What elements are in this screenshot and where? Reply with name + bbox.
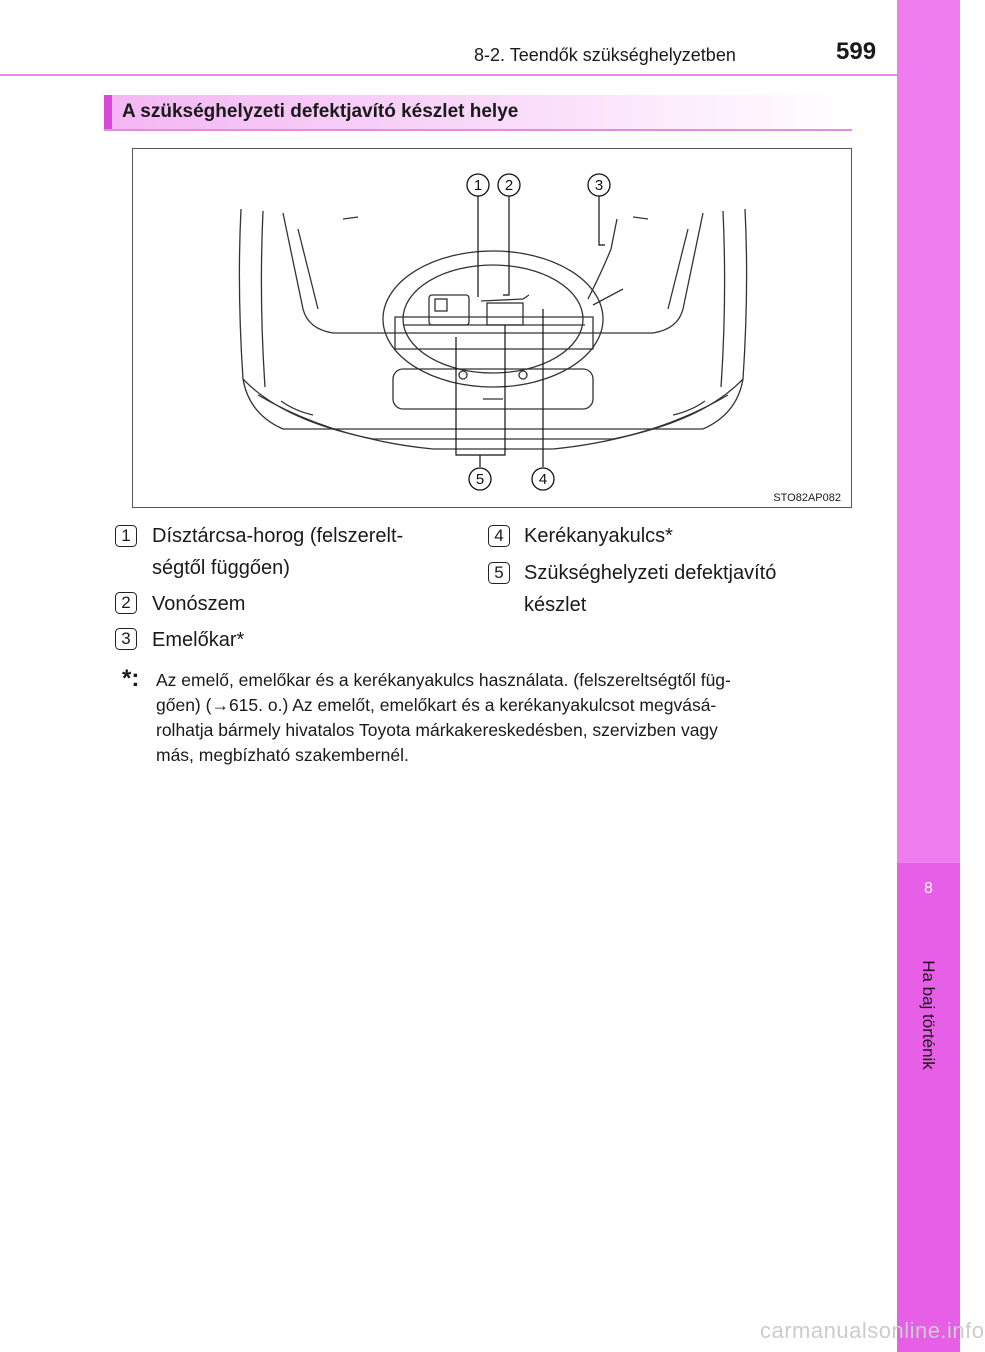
legend-item-1-line1: Dísztárcsa-horog (felszerelt- [152,525,404,547]
chapter-title: Ha baj történik [919,960,938,1070]
subheading-banner [104,95,852,131]
header-divider [0,74,897,76]
footnote-line-3: rolhatja bármely hivatalos Toyota márkakereskedésben, szervizben vagy [156,720,718,740]
callout-4: 4 [538,471,548,488]
legend-num-4: 4 [488,525,510,547]
chapter-number: 8 [924,880,933,897]
chapter-tab-active [897,863,960,1352]
subheading-text: A szükséghelyzeti defektjavító készlet helye [122,101,519,122]
legend-num-3: 3 [115,628,137,650]
footnote-marker: *: [122,665,140,692]
legend-item-1 [152,520,403,584]
footnote [122,665,852,768]
figure-code: STO82AP082 [773,492,841,504]
callout-5: 5 [475,471,485,488]
legend-num-5: 5 [488,562,510,584]
legend-item-5-line1: Szükséghelyzeti defektjavító [524,562,777,584]
legend-item-2: Vonószem [152,593,246,615]
legend-item-1-line2: ségtől függően) [152,557,290,579]
legend-item-5 [524,557,776,621]
footnote-line-4: más, megbízható szakembernél. [156,745,409,765]
footnote-line-1: Az emelő, emelőkar és a kerékanyakulcs használata. (felszereltségtől füg- [156,670,731,690]
footnote-text [156,668,852,768]
legend-item-5-line2: készlet [524,594,587,616]
callout-2: 2 [504,177,514,194]
trunk-illustration [132,148,852,508]
callout-3: 3 [594,177,604,194]
chapter-side-tab [897,0,960,1352]
legend-item-3: Emelőkar* [152,629,245,651]
legend-num-1: 1 [115,525,137,547]
callout-1: 1 [473,177,483,194]
footnote-line-2: gően) (→615. o.) Az emelőt, emelőkart és a kerékanyakulcsot megvásá- [156,695,717,715]
page-number: 599 [836,38,877,65]
trunk-drawing [133,149,853,509]
watermark: carmanualsonline.info [760,1318,985,1343]
legend-num-2: 2 [115,592,137,614]
legend-item-4: Kerékanyakulcs* [524,525,673,547]
section-title: 8-2. Teendők szükséghelyzetben [474,45,736,65]
subheading-accent [104,95,112,129]
